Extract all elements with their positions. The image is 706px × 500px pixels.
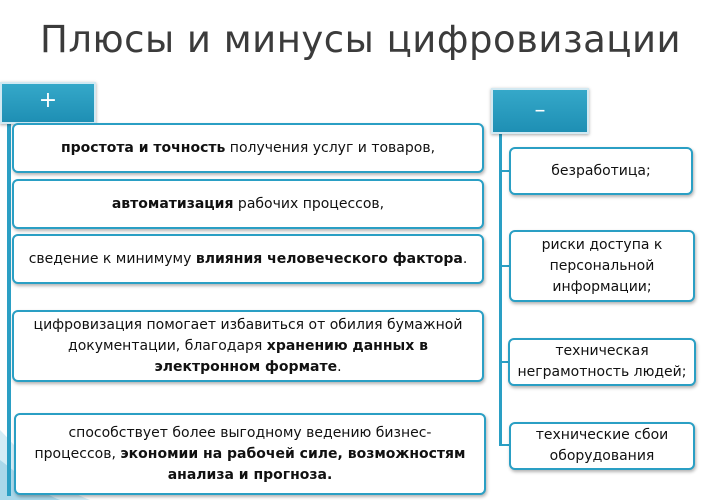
pros-connector-line: [7, 120, 11, 496]
pros-item-text: [61, 138, 435, 159]
cons-tick: [499, 265, 509, 267]
pros-item-plain: рабочих процессов,: [233, 195, 385, 212]
pros-item-bold: экономии на рабочей силе, возможностям анализа и прогноза.: [120, 445, 466, 483]
pros-item: [12, 179, 484, 229]
cons-item: техническая неграмотность людей;: [508, 338, 696, 386]
pros-item-plain: способствует более выгодному ведению бизнес-процессов,: [34, 424, 432, 462]
pros-item-plain: .: [337, 358, 342, 375]
cons-item: безработица;: [509, 147, 693, 195]
cons-header: –: [491, 88, 589, 134]
pros-item-bold: хранению данных в электронном формате: [154, 337, 428, 375]
pros-item-plain: .: [462, 250, 468, 267]
cons-item: риски доступа к персональной информации;: [509, 230, 695, 302]
pros-item-bold: автоматизация: [111, 195, 234, 212]
cons-tick: [499, 170, 509, 172]
pros-item: [12, 310, 484, 382]
pros-item-bold: простота и точность: [60, 139, 226, 156]
pros-item: [12, 123, 484, 173]
pros-item-text: [30, 423, 470, 486]
cons-tick: [499, 444, 509, 446]
pros-item-text: [24, 315, 472, 378]
pros-item: [12, 234, 484, 284]
pros-item-plain: получения услуг и товаров,: [225, 139, 436, 156]
pros-item-text: [112, 194, 384, 215]
pros-header: +: [0, 82, 96, 124]
cons-item: технические сбои оборудования: [509, 422, 695, 470]
page-title: Плюсы и минусы цифровизации: [40, 18, 682, 61]
pros-item-text: [29, 249, 468, 270]
pros-item-plain: сведение к минимуму: [28, 250, 196, 267]
pros-item-plain: цифровизация помогает избавиться от обилия бумажной документации, благодаря: [33, 316, 463, 354]
pros-item: [14, 413, 486, 495]
cons-connector-line: [499, 130, 502, 446]
pros-item-bold: влияния человеческого фактора: [195, 250, 463, 267]
